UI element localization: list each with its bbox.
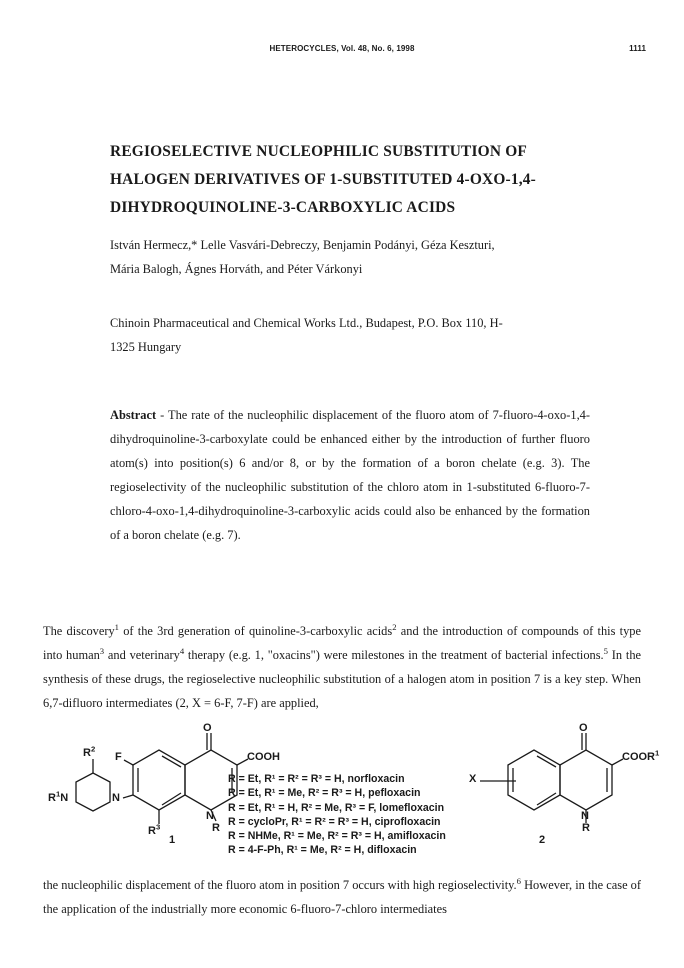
title-line: REGIOSELECTIVE NUCLEOPHILIC SUBSTITUTION OF	[110, 143, 527, 160]
title-line: HALOGEN DERIVATIVES OF 1-SUBSTITUTED 4-OXO-1,4-	[110, 171, 537, 188]
substituent-row: R = Et, R¹ = R² = R³ = H, norfloxacin	[228, 773, 405, 785]
text-run: In the synthesis of these drugs, the regioselective nucleophilic substitution of a halogen atom in position 7 is a key step. When 6,7-difluoro intermediates (2, X = 6-F, 7-F) are applied,	[43, 648, 642, 710]
atom-superscript: 1	[55, 789, 61, 799]
citation-ref: 4	[179, 645, 185, 656]
text-run: therapy (e.g. 1, "oxacins") were milestones in the treatment of bacterial infections.	[184, 648, 604, 662]
atom-symbol: N	[60, 792, 69, 804]
citation-ref: 6	[516, 875, 521, 886]
affiliation-line: Chinoin Pharmaceutical and Chemical Works Ltd., Budapest, P.O. Box 110, H-	[110, 316, 503, 330]
citation-ref: 3	[99, 645, 105, 656]
benzene-ring-2	[508, 750, 560, 810]
atom-symbol: COOR	[622, 751, 655, 763]
affiliation	[110, 311, 610, 359]
text-run: However, in the case of the application of the industrially more economic 6-fluoro-7-chloro intermediates	[43, 878, 642, 916]
body-paragraph-2	[43, 873, 641, 921]
citation-ref: 1	[114, 621, 119, 632]
substituent-row: R = 4-F-Ph, R¹ = Me, R² = H, difloxacin	[228, 844, 417, 857]
atom-label: N	[112, 792, 120, 804]
atom-label: N	[581, 810, 589, 822]
citation-ref: 5	[603, 645, 608, 656]
author-line: Mária Balogh, Ágnes Horváth, and Péter Várkonyi	[110, 262, 363, 276]
atom-label: F	[115, 751, 122, 763]
atom-label	[48, 789, 69, 804]
pyridone-ring-2	[560, 750, 612, 810]
author-line: István Hermecz,* Lelle Vasvári-Debreczy, Benjamin Podányi, Géza Keszturi,	[110, 238, 495, 252]
abstract-text: - The rate of the nucleophilic displacement of the fluoro atom of 7-fluoro-4-oxo-1,4-dihydroquinoline-3-carboxylate could be enhanced either by the introduction of further fluoro atom(s) into position(s) 6 and/or 8, or by the formation of a boron chelate (e.g. 3). The regioselectivity of the nucleophilic substitution of the chloro atom in 1-substituted 6-fluoro-7-chloro-4-oxo-1,4-dihydroquinoline-3-carboxylic acids could also be enhanced by the formation of a boron chelate (e.g. 7).	[110, 408, 590, 542]
atom-superscript: 1	[655, 748, 660, 758]
running-header	[0, 44, 684, 58]
atom-superscript: 3	[155, 822, 161, 832]
title-line: DIHYDROQUINOLINE-3-CARBOXYLIC ACIDS	[110, 199, 456, 216]
piperazine-ring	[76, 773, 110, 811]
text-run: The discovery	[43, 624, 115, 638]
atom-symbol: R	[48, 792, 56, 804]
atom-label: O	[579, 722, 588, 734]
atom-symbol: R	[83, 747, 91, 759]
text-run: and veterinary	[104, 648, 180, 662]
substituent-row: R = NHMe, R¹ = Me, R² = R³ = H, amifloxacin	[228, 830, 446, 843]
atom-label	[622, 748, 660, 763]
text-run: of the 3rd generation of quinoline-3-carboxylic acids	[119, 624, 393, 638]
atom-label: R	[212, 822, 220, 834]
substituent-row: R = cycloPr, R¹ = R² = R³ = H, ciprofloxacin	[228, 815, 441, 828]
substituent-row: R = Et, R¹ = Me, R² = R³ = H, pefloxacin	[228, 787, 421, 800]
atom-label: R	[582, 822, 590, 834]
atom-superscript: 2	[90, 744, 96, 754]
page-number: 1111	[629, 44, 646, 53]
text-run: and the introduction of compounds of this type into human	[43, 624, 641, 662]
author-list	[110, 233, 610, 281]
compound-number: 2	[539, 834, 546, 846]
text-run: the nucleophilic displacement of the fluoro atom in position 7 occurs with high regioselectivity.	[43, 878, 517, 892]
compound-number: 1	[169, 834, 176, 846]
abstract	[110, 403, 590, 547]
atom-label: COOH	[247, 751, 280, 763]
substituent-row: R = Et, R¹ = H, R² = Me, R³ = F, lomefloxacin	[228, 801, 445, 814]
benzene-ring	[133, 750, 185, 810]
atom-label: X	[469, 773, 477, 785]
atom-label: O	[203, 722, 212, 734]
journal-citation: HETEROCYCLES, Vol. 48, No. 6, 1998	[269, 44, 415, 53]
atom-label	[148, 822, 161, 837]
substituent-list	[228, 772, 498, 858]
atom-symbol: R	[148, 825, 156, 837]
atom-label	[83, 744, 96, 759]
abstract-label: Abstract	[110, 408, 157, 422]
affiliation-line: 1325 Hungary	[110, 340, 182, 354]
article-title	[110, 138, 630, 222]
citation-ref: 2	[392, 621, 397, 632]
chemical-scheme	[48, 722, 660, 862]
atom-label: N	[206, 810, 214, 822]
body-paragraph-1	[43, 619, 641, 715]
